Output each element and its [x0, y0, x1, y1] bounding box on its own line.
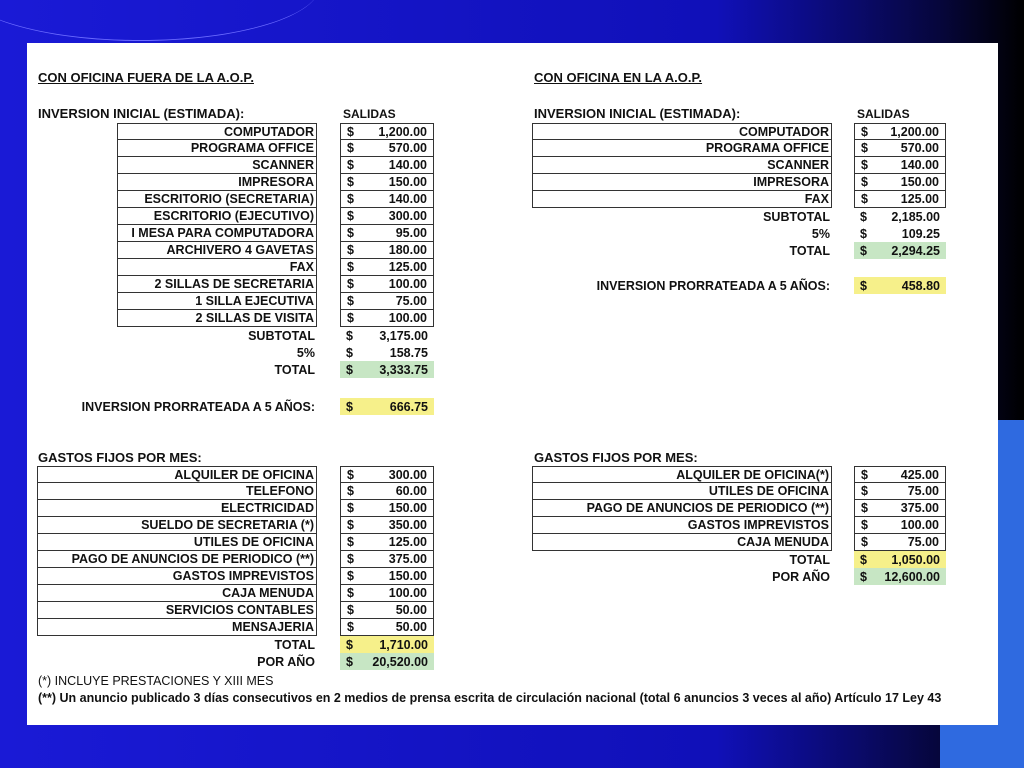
- row-label: UTILES DE OFICINA: [532, 483, 832, 500]
- amount-value: 150.00: [388, 569, 427, 583]
- right-gasto-row: [532, 483, 946, 500]
- amount-value: 50.00: [395, 620, 427, 634]
- right-gastos-title: GASTOS FIJOS POR MES:: [534, 450, 698, 465]
- left-item-row: [117, 276, 434, 293]
- amount-value: 150.00: [388, 175, 427, 189]
- left-inversion-title: INVERSION INICIAL (ESTIMADA):: [38, 106, 245, 121]
- row-amount: [340, 327, 434, 344]
- row-amount: [854, 466, 946, 483]
- currency-symbol: $: [347, 484, 354, 498]
- row-label: ALQUILER DE OFICINA(*): [532, 466, 832, 483]
- amount-value: 109.25: [901, 226, 940, 241]
- left-gasto-row: [37, 483, 434, 500]
- currency-symbol: $: [347, 603, 354, 617]
- amount-value: 95.00: [395, 226, 427, 240]
- row-label: 2 SILLAS DE VISITA: [117, 310, 317, 327]
- row-label: POR AÑO: [257, 654, 315, 669]
- row-label: PROGRAMA OFFICE: [532, 140, 832, 157]
- left-prorrateada-row: [47, 398, 434, 415]
- right-por-anio-row: [532, 568, 946, 585]
- row-amount: [340, 361, 434, 378]
- currency-symbol: $: [346, 637, 353, 652]
- amount-value: 75.00: [907, 484, 939, 498]
- currency-symbol: $: [861, 501, 868, 515]
- row-label: IMPRESORA: [117, 174, 317, 191]
- amount-value: 140.00: [900, 158, 939, 172]
- right-salidas-label: SALIDAS: [857, 107, 910, 121]
- row-amount: [340, 517, 434, 534]
- row-amount: [854, 500, 946, 517]
- amount-value: 666.75: [389, 399, 428, 414]
- right-inversion-title: INVERSION INICIAL (ESTIMADA):: [534, 106, 741, 121]
- row-label: TOTAL: [789, 243, 830, 258]
- left-total-row: [117, 361, 434, 378]
- row-amount: [340, 191, 434, 208]
- row-amount: [854, 242, 946, 259]
- row-amount: [854, 174, 946, 191]
- right-header: CON OFICINA EN LA A.O.P.: [534, 70, 703, 85]
- amount-value: 570.00: [900, 141, 939, 155]
- currency-symbol: $: [347, 311, 354, 325]
- row-label: I MESA PARA COMPUTADORA: [117, 225, 317, 242]
- left-gasto-row: [37, 466, 434, 483]
- right-total-row: [532, 242, 946, 259]
- amount-value: 158.75: [389, 345, 428, 360]
- amount-value: 100.00: [388, 277, 427, 291]
- amount-value: 1,050.00: [891, 552, 940, 567]
- row-amount: [340, 500, 434, 517]
- left-gastos-total-row: [37, 636, 434, 653]
- amount-value: 12,600.00: [884, 569, 940, 584]
- row-label: PAGO DE ANUNCIOS DE PERIODICO (**): [37, 551, 317, 568]
- left-item-row: [117, 259, 434, 276]
- left-item-row: [117, 310, 434, 327]
- row-amount: [340, 293, 434, 310]
- row-label: ELECTRICIDAD: [37, 500, 317, 517]
- right-item-row: [532, 157, 946, 174]
- row-amount: [340, 157, 434, 174]
- row-amount: [854, 517, 946, 534]
- currency-symbol: $: [347, 124, 354, 139]
- amount-value: 350.00: [388, 518, 427, 532]
- left-gasto-row: [37, 602, 434, 619]
- row-label: TOTAL: [274, 362, 315, 377]
- right-item-row: [532, 140, 946, 157]
- currency-symbol: $: [347, 586, 354, 600]
- row-amount: [340, 619, 434, 636]
- amount-value: 3,175.00: [379, 328, 428, 343]
- right-prorrateada-row: [532, 277, 946, 294]
- left-item-row: [117, 157, 434, 174]
- row-amount: [854, 123, 946, 140]
- row-label: CAJA MENUDA: [532, 534, 832, 551]
- left-gasto-row: [37, 568, 434, 585]
- row-label: FAX: [117, 259, 317, 276]
- amount-value: 425.00: [900, 467, 939, 482]
- currency-symbol: $: [346, 654, 353, 669]
- amount-value: 570.00: [388, 141, 427, 155]
- amount-value: 140.00: [388, 192, 427, 206]
- currency-symbol: $: [347, 243, 354, 257]
- row-label: INVERSION PRORRATEADA A 5 AÑOS:: [596, 278, 830, 293]
- left-gasto-row: [37, 517, 434, 534]
- left-por-anio-row: [37, 653, 434, 670]
- row-amount: [340, 259, 434, 276]
- row-amount: [854, 551, 946, 568]
- left-item-row: [117, 242, 434, 259]
- left-gastos-title: GASTOS FIJOS POR MES:: [38, 450, 202, 465]
- row-amount: [340, 534, 434, 551]
- currency-symbol: $: [347, 501, 354, 515]
- amount-value: 100.00: [388, 586, 427, 600]
- row-label: INVERSION PRORRATEADA A 5 AÑOS:: [81, 399, 315, 414]
- row-label: 5%: [296, 345, 315, 360]
- row-amount: [854, 157, 946, 174]
- right-item-row: [532, 174, 946, 191]
- amount-value: 300.00: [388, 467, 427, 482]
- row-label: PAGO DE ANUNCIOS DE PERIODICO (**): [532, 500, 832, 517]
- amount-value: 180.00: [388, 243, 427, 257]
- row-label: GASTOS IMPREVISTOS: [37, 568, 317, 585]
- currency-symbol: $: [861, 175, 868, 189]
- right-gastos-total-row: [532, 551, 946, 568]
- currency-symbol: $: [347, 175, 354, 189]
- row-amount: [340, 344, 434, 361]
- row-label: TOTAL: [789, 552, 830, 567]
- left-subtotal-row: [117, 327, 434, 344]
- right-gasto-row: [532, 500, 946, 517]
- row-label: POR AÑO: [772, 569, 830, 584]
- currency-symbol: $: [347, 569, 354, 583]
- row-label: SUBTOTAL: [763, 209, 830, 224]
- amount-value: 1,200.00: [890, 124, 939, 139]
- amount-value: 140.00: [388, 158, 427, 172]
- currency-symbol: $: [861, 484, 868, 498]
- currency-symbol: $: [347, 467, 354, 482]
- row-label: ALQUILER DE OFICINA: [37, 466, 317, 483]
- row-amount: [340, 276, 434, 293]
- currency-symbol: $: [860, 226, 867, 241]
- amount-value: 20,520.00: [372, 654, 428, 669]
- row-label: FAX: [532, 191, 832, 208]
- decorative-arc: [0, 0, 320, 41]
- row-amount: [854, 277, 946, 294]
- row-label: GASTOS IMPREVISTOS: [532, 517, 832, 534]
- row-amount: [340, 208, 434, 225]
- row-label: TOTAL: [274, 637, 315, 652]
- row-amount: [340, 551, 434, 568]
- row-label: CAJA MENUDA: [37, 585, 317, 602]
- amount-value: 125.00: [388, 535, 427, 549]
- currency-symbol: $: [860, 552, 867, 567]
- row-label: SUELDO DE SECRETARIA (*): [37, 517, 317, 534]
- row-amount: [340, 242, 434, 259]
- row-amount: [854, 483, 946, 500]
- currency-symbol: $: [861, 192, 868, 206]
- right-item-row: [532, 191, 946, 208]
- footnote-2: (**) Un anuncio publicado 3 días consecutivos en 2 medios de prensa escrita de circulación nacional (total 6 anuncios 3 veces al año) Artículo 17 Ley 43: [38, 691, 942, 705]
- row-amount: [340, 568, 434, 585]
- row-label: 2 SILLAS DE SECRETARIA: [117, 276, 317, 293]
- currency-symbol: $: [860, 209, 867, 224]
- row-amount: [340, 174, 434, 191]
- currency-symbol: $: [860, 569, 867, 584]
- row-label: UTILES DE OFICINA: [37, 534, 317, 551]
- right-item-row: [532, 123, 946, 140]
- row-label: MENSAJERIA: [37, 619, 317, 636]
- row-amount: [854, 568, 946, 585]
- row-amount: [340, 123, 434, 140]
- right-gasto-row: [532, 517, 946, 534]
- amount-value: 1,710.00: [379, 637, 428, 652]
- row-amount: [854, 140, 946, 157]
- row-label: SCANNER: [117, 157, 317, 174]
- currency-symbol: $: [861, 467, 868, 482]
- row-label: ESCRITORIO (EJECUTIVO): [117, 208, 317, 225]
- currency-symbol: $: [347, 552, 354, 566]
- currency-symbol: $: [347, 226, 354, 240]
- amount-value: 60.00: [395, 484, 427, 498]
- amount-value: 2,294.25: [891, 243, 940, 258]
- left-gasto-row: [37, 619, 434, 636]
- row-label: COMPUTADOR: [532, 123, 832, 140]
- row-amount: [854, 208, 946, 225]
- row-amount: [854, 225, 946, 242]
- left-gasto-row: [37, 534, 434, 551]
- currency-symbol: $: [347, 209, 354, 223]
- row-amount: [340, 602, 434, 619]
- row-label: 1 SILLA EJECUTIVA: [117, 293, 317, 310]
- amount-value: 458.80: [901, 278, 940, 293]
- row-amount: [340, 585, 434, 602]
- currency-symbol: $: [347, 535, 354, 549]
- row-amount: [340, 483, 434, 500]
- left-item-row: [117, 293, 434, 310]
- currency-symbol: $: [861, 124, 868, 139]
- amount-value: 150.00: [900, 175, 939, 189]
- row-label: TELEFONO: [37, 483, 317, 500]
- amount-value: 75.00: [907, 535, 939, 549]
- currency-symbol: $: [346, 345, 353, 360]
- row-amount: [340, 398, 434, 415]
- amount-value: 50.00: [395, 603, 427, 617]
- row-label: ESCRITORIO (SECRETARIA): [117, 191, 317, 208]
- left-item-row: [117, 174, 434, 191]
- currency-symbol: $: [347, 141, 354, 155]
- currency-symbol: $: [860, 243, 867, 258]
- amount-value: 300.00: [388, 209, 427, 223]
- row-label: 5%: [811, 226, 830, 241]
- currency-symbol: $: [860, 278, 867, 293]
- amount-value: 125.00: [388, 260, 427, 274]
- right-gasto-row: [532, 466, 946, 483]
- right-subtotal-row: [532, 208, 946, 225]
- currency-symbol: $: [347, 260, 354, 274]
- footnote-1: (*) INCLUYE PRESTACIONES Y XIII MES: [38, 674, 274, 688]
- row-label: COMPUTADOR: [117, 123, 317, 140]
- currency-symbol: $: [346, 399, 353, 414]
- amount-value: 1,200.00: [378, 124, 427, 139]
- scanned-document: [27, 43, 998, 725]
- amount-value: 3,333.75: [379, 362, 428, 377]
- right-pct-row: [532, 225, 946, 242]
- currency-symbol: $: [861, 141, 868, 155]
- amount-value: 75.00: [395, 294, 427, 308]
- currency-symbol: $: [861, 518, 868, 532]
- left-item-row: [117, 225, 434, 242]
- currency-symbol: $: [346, 328, 353, 343]
- row-amount: [340, 653, 434, 670]
- amount-value: 150.00: [388, 501, 427, 515]
- amount-value: 375.00: [900, 501, 939, 515]
- currency-symbol: $: [347, 294, 354, 308]
- left-item-row: [117, 140, 434, 157]
- amount-value: 375.00: [388, 552, 427, 566]
- currency-symbol: $: [347, 158, 354, 172]
- currency-symbol: $: [861, 158, 868, 172]
- currency-symbol: $: [347, 277, 354, 291]
- row-label: SUBTOTAL: [248, 328, 315, 343]
- row-amount: [340, 636, 434, 653]
- right-gasto-row: [532, 534, 946, 551]
- row-label: SERVICIOS CONTABLES: [37, 602, 317, 619]
- currency-symbol: $: [347, 192, 354, 206]
- row-label: IMPRESORA: [532, 174, 832, 191]
- row-label: PROGRAMA OFFICE: [117, 140, 317, 157]
- row-amount: [340, 466, 434, 483]
- left-item-row: [117, 208, 434, 225]
- left-gasto-row: [37, 500, 434, 517]
- amount-value: 125.00: [900, 192, 939, 206]
- left-gasto-row: [37, 551, 434, 568]
- left-item-row: [117, 191, 434, 208]
- left-header: CON OFICINA FUERA DE LA A.O.P.: [38, 70, 254, 85]
- row-amount: [854, 534, 946, 551]
- amount-value: 100.00: [900, 518, 939, 532]
- left-pct-row: [117, 344, 434, 361]
- currency-symbol: $: [347, 518, 354, 532]
- left-item-row: [117, 123, 434, 140]
- amount-value: 2,185.00: [891, 209, 940, 224]
- currency-symbol: $: [347, 620, 354, 634]
- row-label: ARCHIVERO 4 GAVETAS: [117, 242, 317, 259]
- row-amount: [340, 310, 434, 327]
- row-amount: [340, 140, 434, 157]
- currency-symbol: $: [861, 535, 868, 549]
- row-amount: [854, 191, 946, 208]
- left-salidas-label: SALIDAS: [343, 107, 396, 121]
- currency-symbol: $: [346, 362, 353, 377]
- amount-value: 100.00: [388, 311, 427, 325]
- row-amount: [340, 225, 434, 242]
- left-gasto-row: [37, 585, 434, 602]
- row-label: SCANNER: [532, 157, 832, 174]
